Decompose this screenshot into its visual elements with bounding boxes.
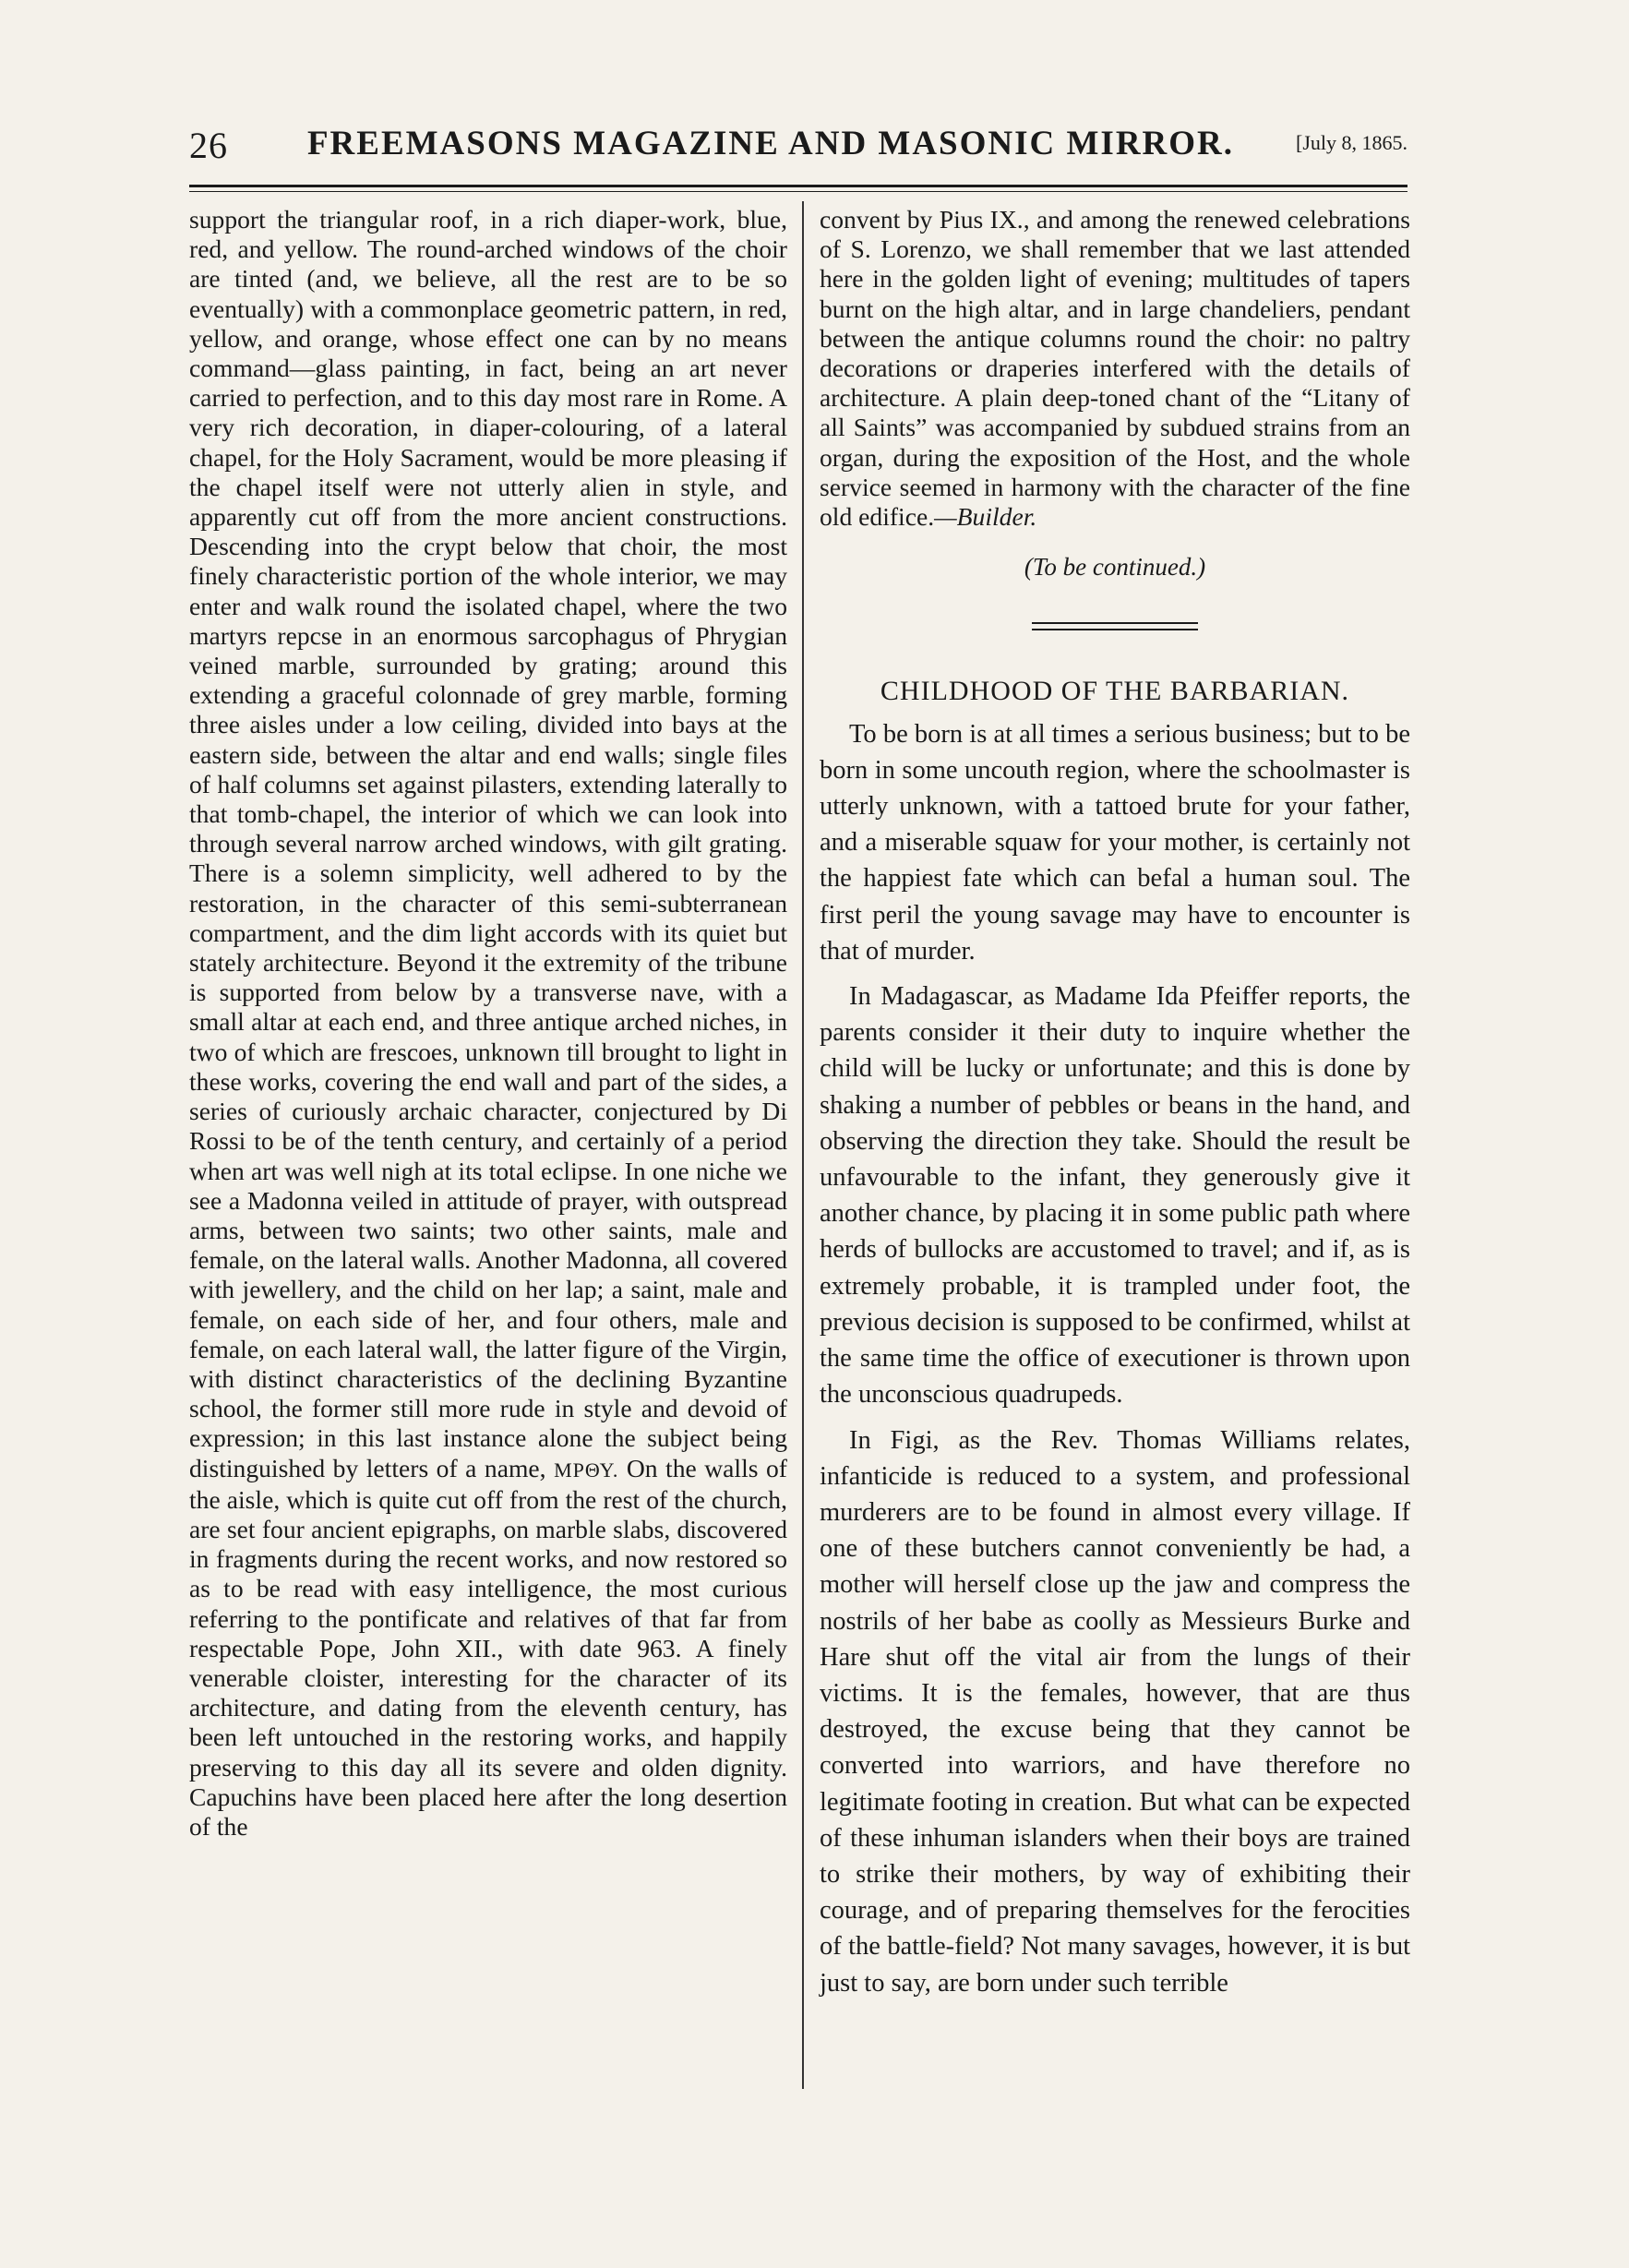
page-number: 26 — [189, 125, 228, 166]
right-column — [820, 205, 1410, 2010]
running-title: FREEMASONS MAGAZINE AND MASONIC MIRROR. — [306, 125, 1235, 162]
continuation-paragraph — [820, 205, 1410, 532]
continuation-text: convent by Pius IX., and among the renewed celebrations of S. Lorenzo, we shall remember that we last attended here in the golden light of evening; multitudes of tapers burnt on the high altar, and in large chandeliers, pendant between the antique columns round the choir: no paltry decorations or draperies interfered with the details of architecture. A plain deep-toned chant of the “Litany of all Saints” was accompanied by subdued strains from an organ, during the exposition of the Host, and the whole service seemed in harmony with the character of the fine old edifice. — [820, 205, 1410, 532]
greek-inscription: ΜΡΘΥ. — [554, 1458, 619, 1482]
page-header — [189, 118, 1407, 174]
left-column-body-continued: On the walls of the aisle, which is quite cut off from the rest of the church, are set four ancient epigraphs, on marble slabs, discovered in fragments during the recent works, and now restored so as to be read with easy intelligence, the most curious referring to the pontificate and relatives of that far from respectable Pope, John XII., with date 963. A finely venerable cloister, interesting for the character of its architecture, and dating from the eleventh century, has been left untouched in the restoring works, and happily preserving to this day all its severe and olden dignity. Capuchins have been placed here after the long desertion of the — [189, 1453, 787, 1841]
column-divider — [802, 201, 804, 2089]
header-rule-thin — [189, 191, 1407, 192]
article-paragraph: In Madagascar, as Madame Ida Pfeiffer reports, the parents consider it their duty to inquire whether the child will be lucky or unfortunate; and this is done by shaking a number of pebbles or beans in the hand, and observing the direction they take. Should the result be unfavourable to the infant, they generously give it another chance, by placing it in some public path where herds of bullocks are accustomed to travel; and if, as is extremely probable, it is trampled under foot, the previous decision is supposed to be confirmed, whilst at the same time the office of executioner is thrown upon the unconscious quadrupeds. — [820, 982, 1410, 1410]
article-paragraph: To be born is at all times a serious business; but to be born in some uncouth region, where the schoolmaster is utterly unknown, with a tattoed brute for your father, and a miserable squaw for your mother, is certainly not the happiest fate which can befal a human soul. The first peril the young savage may have to encounter is that of murder. — [820, 719, 1410, 966]
article-body — [820, 716, 1410, 2001]
section-separator — [1032, 622, 1198, 630]
left-column-body: support the triangular roof, in a rich diaper-work, blue, red, and yellow. The round-arched windows of the choir are tinted (and, we believe, all the rest are to be so eventually) with a commonplace geometric pattern, in red, yellow, and orange, whose effect one can by no means command—glass painting, in fact, being an art never carried to perfection, and to this day most rare in Rome. A very rich decoration, in diaper-colouring, of a lateral chapel, for the Holy Sacrament, would be more pleasing if the chapel itself were not utterly alien in style, and apparently cut off from the more ancient constructions. Descending into the crypt below that choir, the most finely characteristic portion of the whole interior, we may enter and walk round the isolated chapel, where the two martyrs repcse in an enormous sarcophagus of Phrygian veined marble, surrounded by grating; around this extending a graceful colonnade of grey marble, forming three aisles under a low ceiling, divided into bays at the eastern side, between the altar and end walls; single files of half columns set against pilasters, extending laterally to that tomb-chapel, the interior of which we can look into through several narrow arched windows, with gilt grating. There is a solemn simplicity, well adhered to by the restoration, in the character of this semi-subterranean compartment, and the dim light accords with its quiet but stately architecture. Beyond it the extremity of the tribune is supported from below by a transverse nave, with a small altar at each end, and three antique arched niches, in two of which are frescoes, unknown till brought to light in these works, covering the end wall and part of the sides, a series of curiously archaic character, conjectured by Di Rossi to be of the tenth century, and certainly of a period when art was well nigh at its total eclipse. In one niche we see a Madonna veiled in attitude of prayer, with outspread arms, between two saints; two other saints, male and female, on the lateral walls. Another Madonna, all covered with jewellery, and the child on her lap; a saint, male and female, on each side of her, and four others, male and female, on each lateral wall, the latter figure of the Virgin, with distinct characteristics of the declining Byzantine school, the former still more rude in style and devoid of expression; in this last instance alone the subject being distinguished by letters of a name, — [189, 205, 787, 1482]
left-column-text — [189, 205, 787, 1842]
left-column — [189, 205, 787, 1842]
article-paragraph: In Figi, as the Rev. Thomas Williams relates, infanticide is reduced to a system, and professional murderers are to be found in almost every village. If one of these butchers cannot conveniently be had, a mother will herself close up the jaw and compress the nostrils of her babe as coolly as Messieurs Burke and Hare shut off the vital air from the lungs of their victims. It is the females, however, that are thus destroyed, the excuse being that they cannot be converted into warriors, and have therefore no legitimate footing in creation. But what can be expected of these inhuman islanders when their boys are trained to strike their mothers, by way of exhibiting their courage, and of preparing themselves for the ferocities of the battle-field? Not many savages, however, it is but just to say, are born under such terrible — [820, 1425, 1410, 1998]
article-title: CHILDHOOD OF THE BARBARIAN. — [880, 676, 1350, 707]
issue-date: [July 8, 1865. — [1296, 131, 1407, 154]
to-be-continued-note: (To be continued.) — [1024, 553, 1206, 582]
source-credit: —Builder. — [934, 502, 1037, 532]
header-rule — [189, 185, 1407, 187]
